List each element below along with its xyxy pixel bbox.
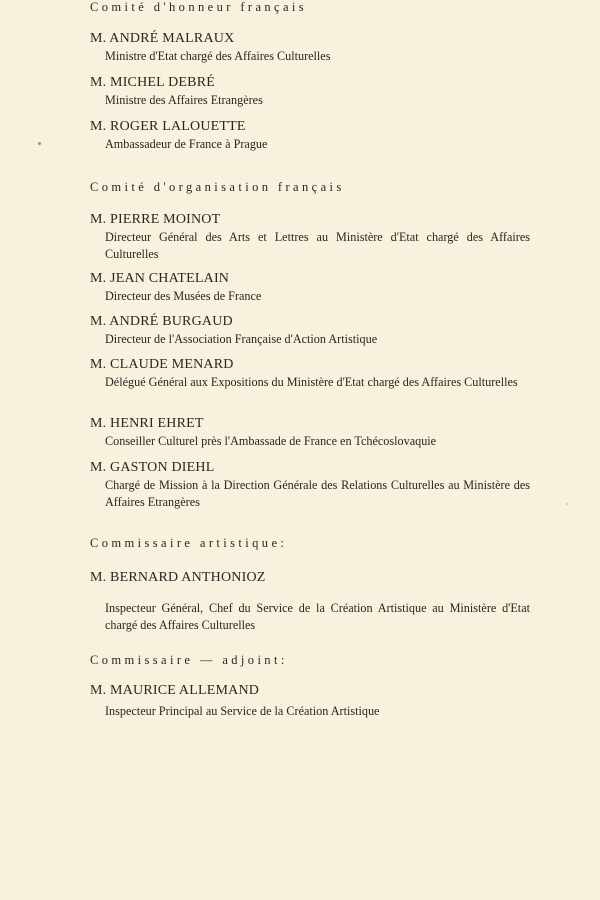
member-name: M. MAURICE ALLEMAND: [90, 683, 260, 698]
member-ehret: [90, 415, 530, 450]
member-name: M. ANDRÉ MALRAUX: [90, 31, 235, 46]
member-malraux: [90, 30, 530, 65]
member-name: M. BERNARD ANTHONIOZ: [90, 570, 266, 585]
member-role: Conseiller Culturel près l'Ambassade de France en Tchécoslovaquie: [105, 434, 437, 448]
member-name: M. JEAN CHATELAIN: [90, 271, 230, 286]
member-diehl: [90, 459, 530, 511]
paper-speck: [566, 503, 568, 505]
section-heading-commissaire-adjoint: Commissaire — adjoint:: [90, 653, 288, 667]
member-name: M. HENRI EHRET: [90, 416, 204, 431]
member-role: Ministre d'Etat chargé des Affaires Culturelles: [105, 49, 331, 63]
member-role: Délégué Général aux Expositions du Ministère d'Etat chargé des Affaires Culturelles: [105, 375, 518, 389]
member-role: Inspecteur Général, Chef du Service de la Création Artistique au Ministère d'Etat chargé des Affaires Culturelles: [105, 601, 530, 632]
member-name: M. ROGER LALOUETTE: [90, 119, 246, 134]
member-role: Directeur Général des Arts et Lettres au Ministère d'Etat chargé des Affaires Culturelles: [105, 230, 530, 261]
member-role: Inspecteur Principal au Service de la Création Artistique: [105, 704, 380, 718]
member-anthonioz: [90, 569, 530, 634]
section-heading-commissaire-artistique: Commissaire artistique:: [90, 536, 288, 550]
member-role: Ambassadeur de France à Prague: [105, 137, 268, 151]
section-heading-organisation: Comité d'organisation français: [90, 180, 345, 194]
member-name: M. PIERRE MOINOT: [90, 212, 221, 227]
member-name: M. MICHEL DEBRÉ: [90, 75, 215, 90]
member-moinot: [90, 211, 530, 263]
member-name: M. GASTON DIEHL: [90, 460, 215, 475]
section-heading-honneur: Comité d'honneur français: [90, 0, 308, 14]
member-lalouette: [90, 118, 530, 153]
member-allemand: [90, 682, 530, 720]
member-role: Directeur des Musées de France: [105, 289, 262, 303]
member-chatelain: [90, 270, 530, 305]
member-role: Directeur de l'Association Française d'Action Artistique: [105, 332, 378, 346]
member-role: Chargé de Mission à la Direction Générale des Relations Culturelles au Ministère des Affaires Etrangères: [105, 478, 530, 509]
member-role: Ministre des Affaires Etrangères: [105, 93, 263, 107]
member-burgaud: [90, 313, 530, 348]
paper-speck: [38, 142, 41, 145]
member-menard: [90, 356, 530, 391]
member-debre: [90, 74, 530, 109]
member-name: M. ANDRÉ BURGAUD: [90, 314, 233, 329]
member-name: M. CLAUDE MENARD: [90, 357, 234, 372]
